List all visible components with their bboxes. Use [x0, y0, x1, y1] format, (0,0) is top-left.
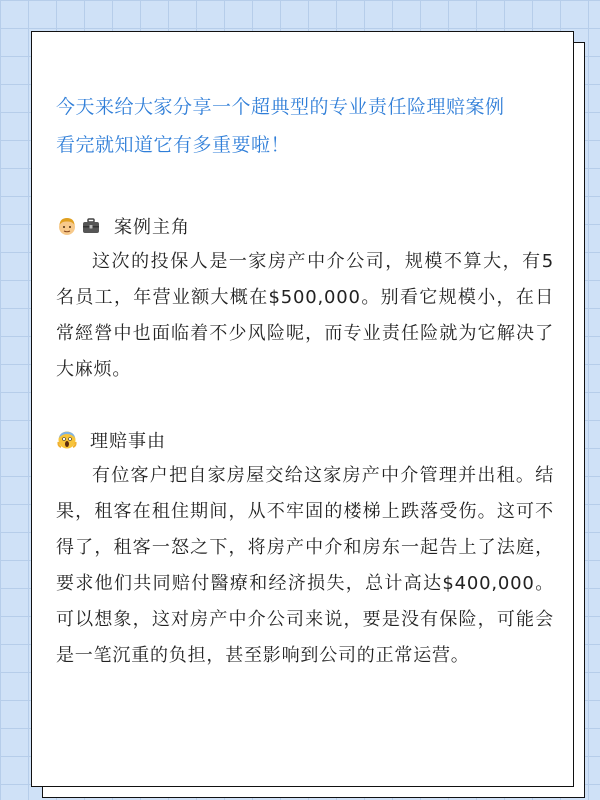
screaming-face-icon — [56, 429, 78, 451]
section-claim-reason — [56, 422, 554, 674]
briefcase-icon — [80, 215, 102, 237]
section-case-subject — [56, 208, 554, 388]
section-heading — [56, 208, 554, 244]
article-content — [56, 88, 554, 674]
article-card — [31, 31, 574, 787]
section-title: 理赔事由 — [90, 431, 166, 452]
section-title: 案例主角 — [114, 217, 190, 238]
man-face-icon — [56, 215, 78, 237]
section-heading — [56, 422, 554, 458]
section-body: 这次的投保人是一家房产中介公司，规模不算大，有5名员工，年营业额大概在$500,000。别看它规模小，在日常經營中也面临着不少风险呢，而专业责任险就为它解决了大麻烦。 — [56, 251, 554, 380]
section-body: 有位客户把自家房屋交给这家房产中介管理并出租。结果，租客在租住期间，从不牢固的楼梯上跌落受伤。这可不得了，租客一怒之下，将房产中介和房东一起告上了法庭，要求他们共同赔付醫療和经济损失，总计高达$400,000。可以想象，这对房产中介公司来说，要是没有保险，可能会是一笔沉重的负担，甚至影响到公司的正常运营。 — [56, 465, 554, 666]
intro-line-2: 看完就知道它有多重要啦！ — [56, 134, 291, 156]
intro-line-1: 今天来给大家分享一个超典型的专业责任险理赔案例 — [56, 96, 505, 118]
intro-text — [56, 88, 554, 164]
